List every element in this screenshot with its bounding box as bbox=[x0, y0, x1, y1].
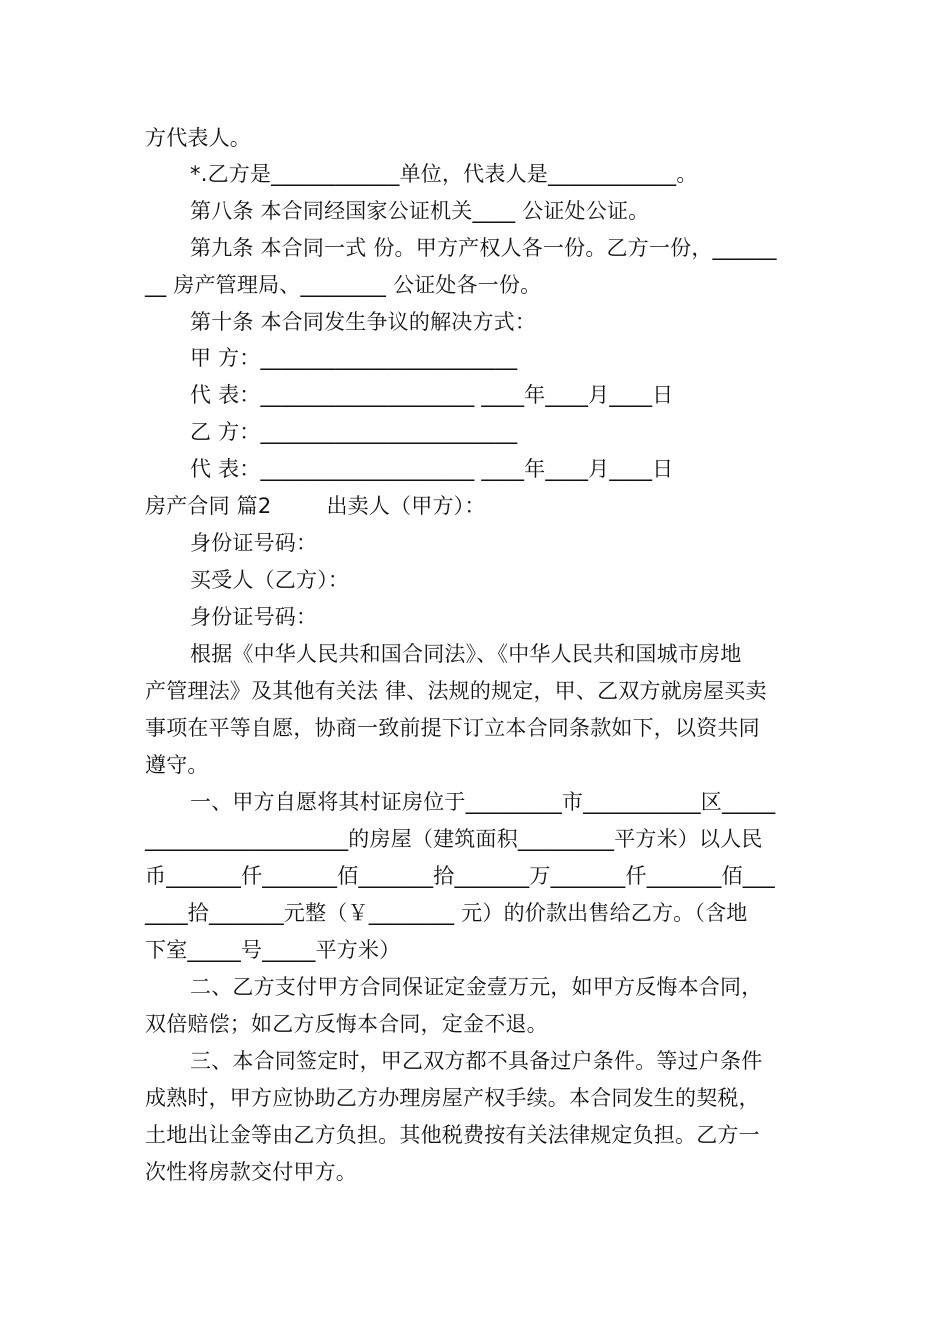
text-line: 房产合同 篇2 出卖人（甲方）： bbox=[145, 494, 486, 518]
text-line: 第九条 本合同一式 份。甲方产权人各一份。乙方一份，______ bbox=[190, 236, 777, 260]
text-line: 代 表：____________________ ____年____月____日 bbox=[190, 457, 674, 481]
text-line: 土地出让金等由乙方负担。其他税费按有关法律规定负担。乙方一 bbox=[145, 1123, 760, 1147]
text-line: 方代表人。 bbox=[145, 126, 251, 150]
text-line: 乙 方：________________________ bbox=[190, 420, 518, 444]
text-line: ____拾_______元整（￥________ 元）的价款出售给乙方。（含地 bbox=[145, 901, 748, 925]
text-line: 代 表：____________________ ____年____月____日 bbox=[190, 383, 674, 407]
text-line: 成熟时，甲方应协助乙方办理房屋产权手续。本合同发生的契税， bbox=[145, 1086, 760, 1110]
text-line: 次性将房款交付甲方。 bbox=[145, 1160, 357, 1184]
text-line: 产管理法》及其他有关法 律、法规的规定，甲、乙双方就房屋买卖 bbox=[145, 679, 767, 703]
text-line: 遵守。 bbox=[145, 753, 209, 777]
text-line: __ 房产管理局、________ 公证处各一份。 bbox=[145, 273, 542, 297]
text-line: 下室_____号_____平方米） bbox=[145, 938, 401, 962]
text-line: 二、乙方支付甲方合同保证定金壹万元，如甲方反悔本合同， bbox=[190, 975, 763, 999]
text-line: 根据《中华人民共和国合同法》、《中华人民共和国城市房地 bbox=[190, 642, 742, 666]
text-line: ___________________的房屋（建筑面积_________平方米）以人民 bbox=[145, 827, 763, 851]
text-line: 甲 方：________________________ bbox=[190, 346, 518, 370]
text-line: 第八条 本合同经国家公证机关____ 公证处公证。 bbox=[190, 199, 650, 223]
text-line: 身份证号码： bbox=[190, 531, 318, 555]
text-line: 事项在平等自愿，协商一致前提下订立本合同条款如下，以资共同 bbox=[145, 716, 760, 740]
text-line: 第十条 本合同发生争议的解决方式： bbox=[190, 310, 537, 334]
text-line: *.乙方是____________单位，代表人是____________。 bbox=[190, 162, 698, 186]
text-line: 一、甲方自愿将其村证房位于_________市___________区_____ bbox=[190, 790, 776, 814]
text-line: 双倍赔偿；如乙方反悔本合同，定金不退。 bbox=[145, 1012, 548, 1036]
text-line: 身份证号码： bbox=[190, 605, 318, 629]
text-line: 买受人（乙方）： bbox=[190, 568, 350, 592]
text-line: 三、本合同签定时，甲乙双方都不具备过户条件。等过户条件 bbox=[190, 1049, 763, 1073]
text-line: 币_______仟_______佰_______拾_______万_______仟_______佰___ bbox=[145, 864, 775, 888]
